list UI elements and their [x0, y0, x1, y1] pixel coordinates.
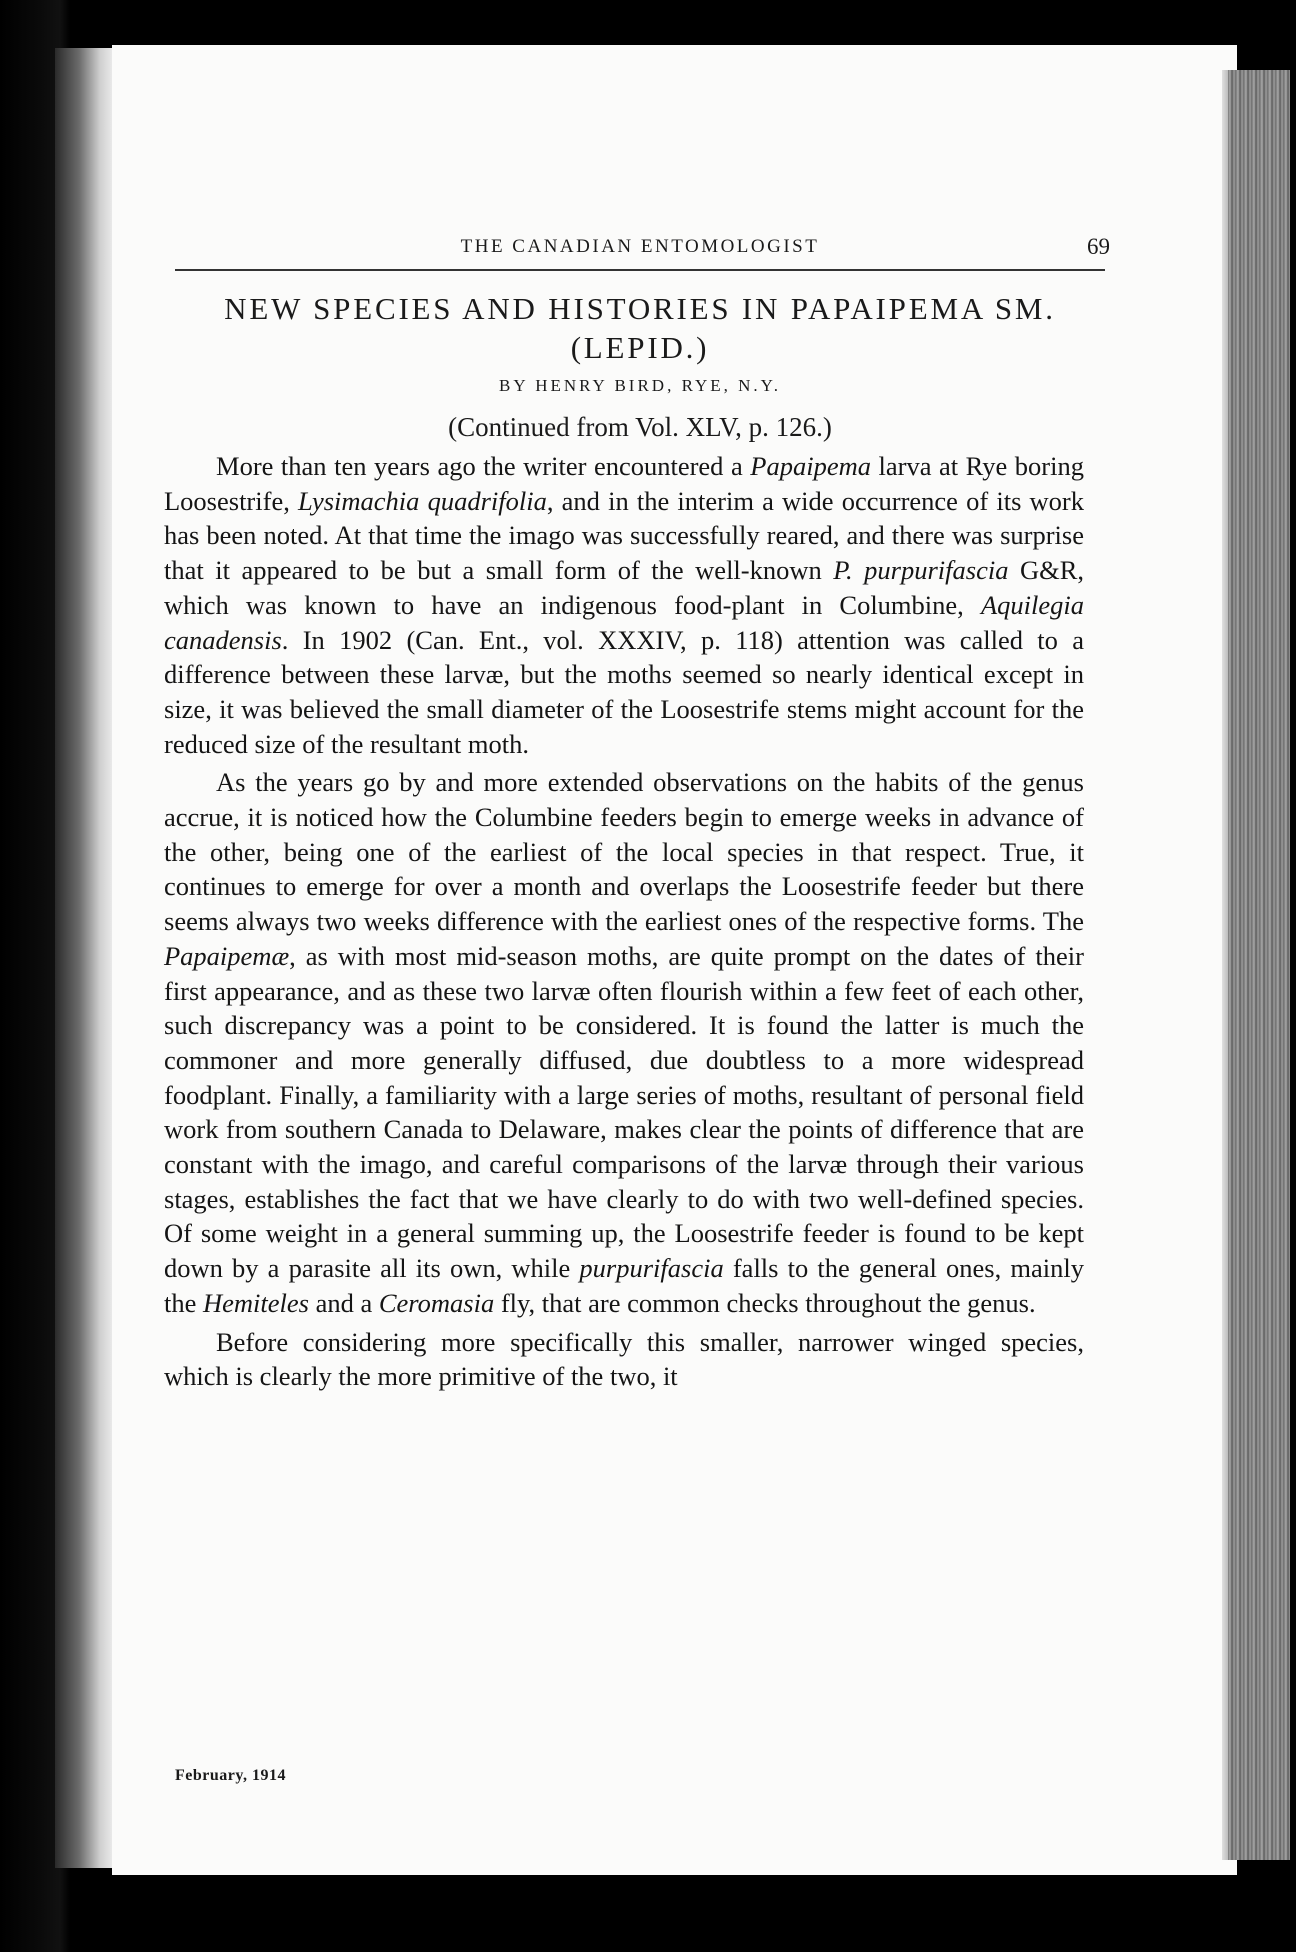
text-run: falls to the general ones, mainly the	[164, 1253, 1084, 1318]
text-run: , and in the interim a wide occurrence of its work has been noted. At that time the imago was successfully reared, and there was surprise that it appeared to be but a small form of the well-known	[164, 485, 1085, 586]
italic-term: Papaipemæ	[164, 940, 290, 971]
running-header	[170, 236, 1110, 266]
italic-term: Papaipema	[750, 451, 871, 481]
text-run: G&R, which was known to have an indigenous food-plant in Columbine,	[164, 555, 1085, 620]
text-run: As the years go by and more extended observations on the habits of the genus accrue, it is noticed how the Columbine feeders begin to emerge weeks in advance of the other, being one of the earliest of the local species in that respect. True, it continues to emerge for over a month and overlaps the Loosestrife feeder but there seems always two weeks difference with the earliest ones of the respective forms. The	[164, 767, 1084, 937]
article-title: NEW SPECIES AND HISTORIES IN PAPAIPEMA SM.	[224, 291, 1056, 326]
italic-term: Aquilegia canadensis	[164, 589, 1084, 655]
text-run: fly, that are common checks throughout the genus.	[494, 1287, 1036, 1318]
byline: BY HENRY BIRD, RYE, N.Y.	[498, 376, 781, 395]
italic-term: purpurifascia	[579, 1253, 724, 1284]
text-run: More than ten years ago the writer encountered a	[216, 451, 751, 481]
italic-term: Ceromasia	[378, 1287, 495, 1318]
text-run: Before considering more specifically this smaller, narrower winged species, which is clearly the more primitive of the two, it	[164, 1326, 1084, 1392]
paragraph	[164, 1325, 1084, 1394]
italic-term: Hemiteles	[203, 1287, 309, 1318]
book-block-edge	[1228, 70, 1290, 1860]
paragraph	[164, 449, 1084, 761]
text-run: , as with most mid-season moths, are quite prompt on the dates of their first appearance, and as these two larvæ often flourish within a few feet of each other, such discrepancy was a point to be considered. It is found the latter is much the commoner and more generally diffused, due doubtless to a more widespread foodplant. Finally, a familiarity with a large series of moths, resultant of personal field work from southern Canada to Delaware, makes clear the points of difference that are constant with the imago, and careful comparisons of the larvæ through their various stages, establishes the fact that we have clearly to do with two well-defined species. Of some weight in a general summing up, the Loosestrife feeder is found to be kept down by a parasite all its own, while	[164, 940, 1084, 1284]
text-run: and a	[308, 1287, 379, 1318]
issue-date: February, 1914	[175, 1767, 286, 1784]
article-title-continued: (LEPID.)	[570, 330, 710, 365]
page-number: 69	[1087, 234, 1110, 259]
running-title: THE CANADIAN ENTOMOLOGIST	[460, 236, 820, 257]
header-rule	[175, 269, 1105, 271]
article-body	[164, 449, 1084, 1394]
text-run: . In 1902 (Can. Ent., vol. XXXIV, p. 118) attention was called to a difference between these larvæ, but the moths seemed so nearly identical except in size, it was believed the small diameter of the Loosestrife stems might account for the reduced size of the resultant moth.	[164, 624, 1084, 759]
paragraph	[164, 765, 1084, 1320]
italic-term: Lysimachia quadrifolia	[298, 485, 547, 516]
text-run: larva at Rye boring Loosestrife,	[164, 451, 1084, 516]
continuation-note: (Continued from Vol. XLV, p. 126.)	[448, 412, 832, 442]
italic-term: P. purpurifascia	[833, 555, 1009, 586]
left-page-edge	[55, 48, 115, 1868]
